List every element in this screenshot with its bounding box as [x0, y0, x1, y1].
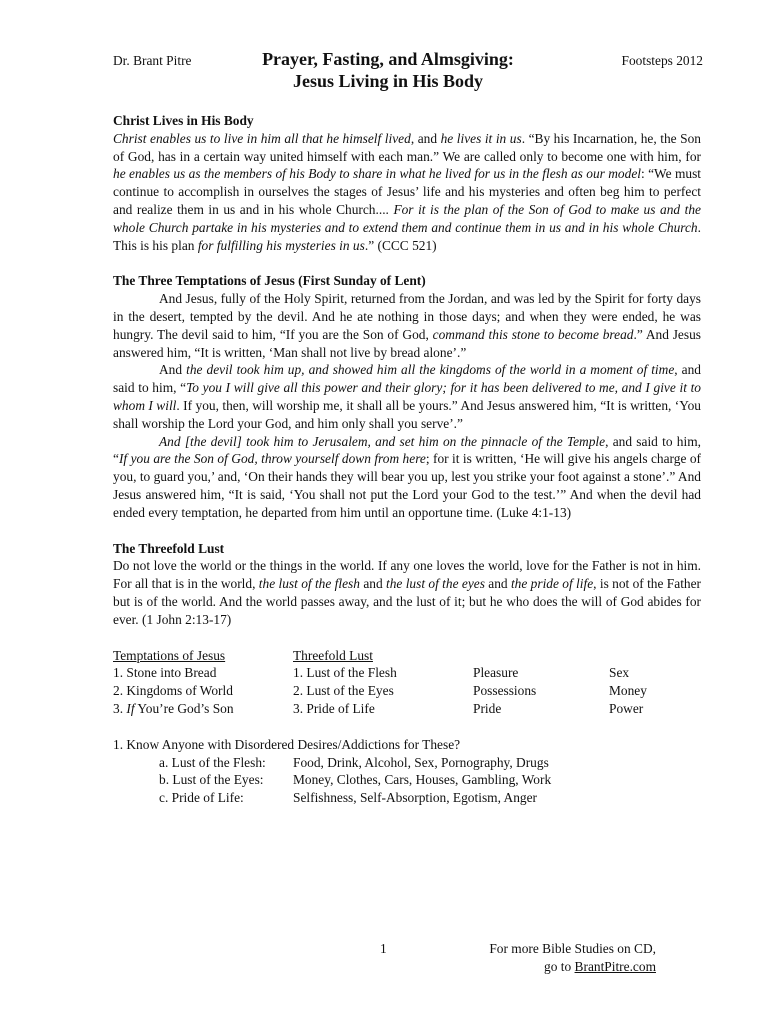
table-cell: 3. Pride of Life: [293, 700, 375, 716]
section-title-christ-lives: Christ Lives in His Body: [113, 113, 254, 128]
footer-credit: For more Bible Studies on CD, go to BrantPitre.com: [489, 941, 656, 974]
page-header: [113, 48, 701, 96]
paragraph-threefold-lust: Do not love the world or the things in the world. If any one loves the world, love for the Father is not in him. For all that is in the world, the lust of the flesh and the lust of the eyes and the pride of life, is not of the Father but is of the world. And the world passes away, and the lust of it; but he who does the will of God abides for ever. (1 John 2:13-17): [113, 558, 702, 627]
question-1: 1. Know Anyone with Disordered Desires/Addictions for These?: [113, 736, 461, 752]
table-cell: 1. Lust of the Flesh: [293, 665, 397, 681]
list-item: c. Pride of Life: Selfishness, Self-Absorption, Egotism, Anger: [159, 790, 537, 806]
paragraph-temptation-3: And [the devil] took him to Jerusalem, and set him on the pinnacle of the Temple, and said to him, “If you are the Son of God, throw yourself down from here; for it is written, ‘He will give his angels charge of you, to guard you,’ and, ‘On their hands they will bear you up, lest you strike your foot against a stone’.” And Jesus answered him, “It is said, ‘You shall not put the Lord your God to the test.’” And when the devil had ended every temptation, he departed from him until an opportune time. (Luke 4:1-13): [113, 433, 701, 520]
table-row: [113, 700, 673, 718]
section-title-threefold-lust: The Threefold Lust: [113, 540, 225, 556]
list-item: b. Lust of the Eyes: Money, Clothes, Cars, Houses, Gambling, Work: [159, 772, 552, 788]
title-line-1: Prayer, Fasting, and Almsgiving:: [262, 49, 514, 69]
table-header-row: [113, 647, 673, 665]
document-page: [113, 48, 701, 807]
table-cell: Money: [609, 683, 647, 699]
header-temptations: Temptations of Jesus: [113, 647, 226, 663]
title-line-2: Jesus Living in His Body: [292, 71, 484, 91]
comparison-table: [113, 647, 673, 718]
table-cell: Power: [609, 700, 644, 716]
list-item: a. Lust of the Flesh: Food, Drink, Alcohol, Sex, Pornography, Drugs: [159, 754, 549, 770]
website-link[interactable]: BrantPitre.com: [574, 959, 656, 974]
section-title-temptations: The Three Temptations of Jesus (First Sunday of Lent): [113, 273, 426, 289]
author-name: Dr. Brant Pitre: [113, 53, 192, 68]
table-cell: Possessions: [473, 683, 537, 699]
table-cell: 1. Stone into Bread: [113, 665, 217, 681]
table-cell: Pride: [473, 700, 502, 716]
table-row: [113, 682, 673, 700]
table-cell: 2. Lust of the Eyes: [293, 683, 394, 699]
table-row: [113, 664, 673, 682]
course-name: Footsteps 2012: [621, 53, 703, 68]
paragraph-christ-lives: Christ enables us to live in him all that he himself lived, and he lives it in us. “By his Incarnation, he, the Son of God, has in a certain way united himself with each man.” We are called only to become one with him, for he enables us as the members of his Body to share in what he lived for us in the flesh as our model: “We must continue to accomplish in ourselves the stages of Jesus’ life and his mysteries and often beg him to perfect and realize them in us and in his whole Church.... For it is the plan of the Son of God to make us and the whole Church partake in his mysteries and to extend them and continue them in us and in his whole Church. This is his plan for fulfilling his mysteries in us.” (CCC 521): [113, 130, 701, 253]
paragraph-temptation-2: And the devil took him up, and showed him all the kingdoms of the world in a moment of time, and said to him, “To you I will give all this power and their glory; for it has been delivered to me, and I give it to whom I will. If you, then, will worship me, it shall all be yours.” And Jesus answered him, “It is written, ‘You shall worship the Lord your God, and him only shall you serve’.”: [113, 362, 701, 431]
paragraph-temptation-1: And Jesus, fully of the Holy Spirit, returned from the Jordan, and was led by the Spirit for forty days in the desert, tempted by the devil. And he ate nothing in those days; and when they were ended, he was hungry. The devil said to him, “If you are the Son of God, command this stone to become bread.” And Jesus answered him, “It is written, ‘Man shall not live by bread alone’.”: [113, 291, 701, 360]
table-cell: 2. Kingdoms of World: [113, 683, 233, 699]
page-number: 1: [380, 941, 387, 956]
document-title: [223, 48, 553, 92]
table-cell: 3. If You’re God’s Son: [113, 700, 234, 716]
header-threefold-lust: Threefold Lust: [293, 647, 373, 663]
table-cell: Sex: [609, 665, 630, 681]
table-cell: Pleasure: [473, 665, 519, 681]
